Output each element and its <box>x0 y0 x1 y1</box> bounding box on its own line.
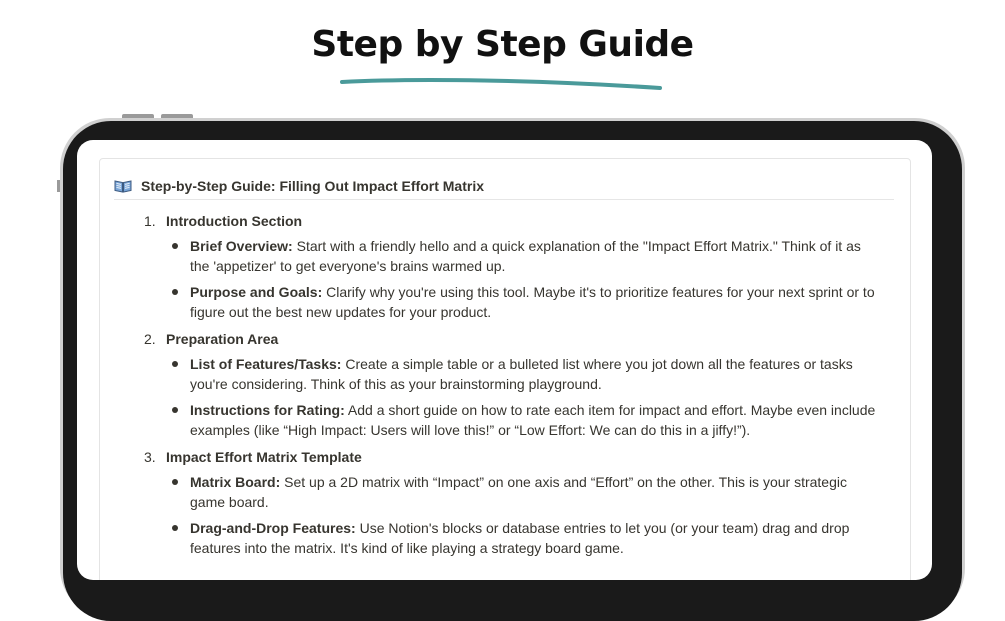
item-lead: Drag-and-Drop Features: <box>190 520 356 536</box>
section-number: 1. <box>144 213 156 229</box>
section-title: Impact Effort Matrix Template <box>166 449 362 465</box>
headline-underline <box>338 74 668 94</box>
item-text: Start with a friendly hello and a quick explanation of the "Impact Effort Matrix." Think of it as the 'appetizer' to get everyone's brains warmed up. <box>190 238 861 274</box>
device-side-button <box>57 180 60 192</box>
list-item <box>144 518 884 558</box>
list-item <box>144 472 884 512</box>
item-text: Create a simple table or a bulleted list where you jot down all the features or tasks you're considering. Think of this as your brainstorming playground. <box>190 356 853 392</box>
page-headline: Step by Step Guide <box>311 24 694 65</box>
section-title: Introduction Section <box>166 213 303 229</box>
guide-card <box>99 158 911 580</box>
card-header <box>114 173 894 200</box>
bullet-icon <box>168 236 190 276</box>
bullet-icon <box>168 472 190 512</box>
section-number: 2. <box>144 331 156 347</box>
list-item <box>144 236 884 276</box>
item-lead: Matrix Board: <box>190 474 281 490</box>
section-introduction <box>144 210 884 322</box>
open-book-icon <box>114 178 132 194</box>
tablet-screen <box>77 140 932 580</box>
item-lead: Brief Overview: <box>190 238 293 254</box>
guide-body <box>144 210 884 564</box>
section-title: Preparation Area <box>166 331 279 347</box>
item-text: Add a short guide on how to rate each item for impact and effort. Maybe even include examples (like “High Impact: Users will love this!” or “Low Effort: We can do this in a jiffy!”). <box>190 402 876 438</box>
item-lead: Purpose and Goals: <box>190 284 323 300</box>
list-item <box>144 400 884 440</box>
list-item <box>144 354 884 394</box>
item-lead: Instructions for Rating: <box>190 402 345 418</box>
item-lead: List of Features/Tasks: <box>190 356 342 372</box>
card-title: Step-by-Step Guide: Filling Out Impact Effort Matrix <box>141 178 485 194</box>
section-number: 3. <box>144 449 156 465</box>
bullet-icon <box>168 282 190 322</box>
item-text: Use Notion's blocks or database entries to let you (or your team) drag and drop features into the matrix. It's kind of like playing a strategy board game. <box>190 520 850 556</box>
bullet-icon <box>168 518 190 558</box>
list-item <box>144 282 884 322</box>
bullet-icon <box>168 354 190 394</box>
item-text: Clarify why you're using this tool. Maybe it's to prioritize features for your next sprint or to figure out the best new updates for your product. <box>190 284 875 320</box>
item-text: Set up a 2D matrix with “Impact” on one axis and “Effort” on the other. This is your strategic game board. <box>190 474 847 510</box>
bullet-icon <box>168 400 190 440</box>
section-preparation <box>144 328 884 440</box>
section-matrix-template <box>144 446 884 558</box>
